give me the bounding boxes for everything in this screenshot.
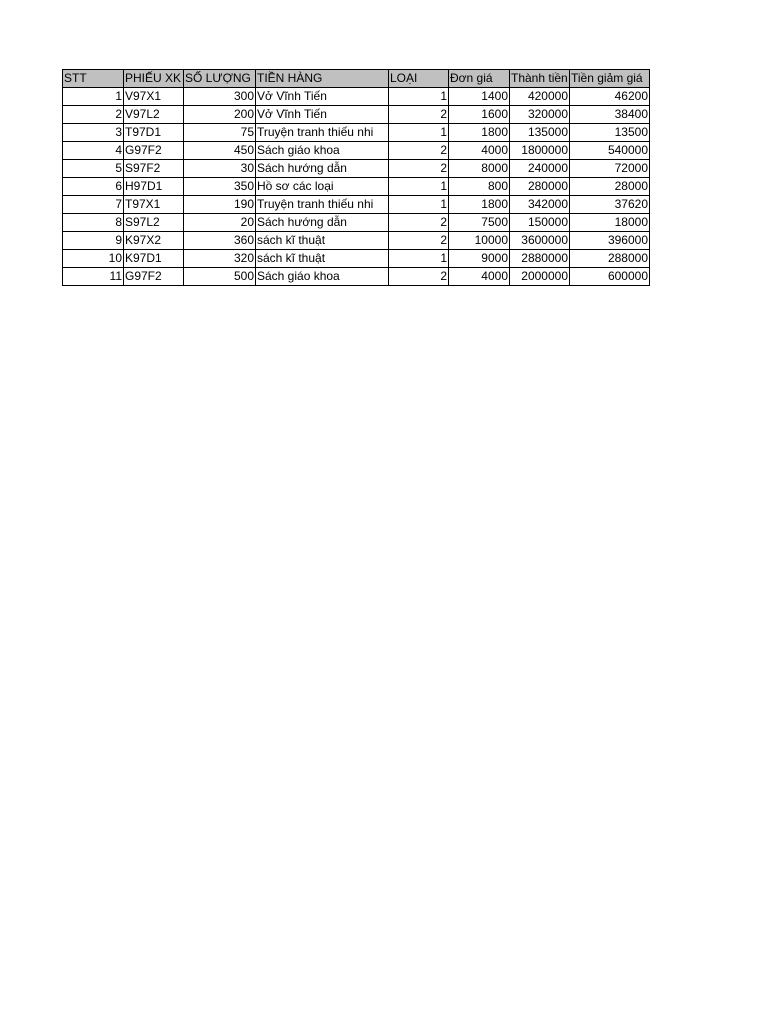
cell-thanh-tien[interactable]: 3600000 [510, 232, 570, 250]
cell-stt[interactable]: 2 [63, 106, 124, 124]
cell-loai[interactable]: 2 [389, 268, 449, 286]
cell-stt[interactable]: 8 [63, 214, 124, 232]
cell-stt[interactable]: 9 [63, 232, 124, 250]
cell-don-gia[interactable]: 1800 [449, 196, 510, 214]
table-row [63, 250, 650, 268]
cell-loai[interactable]: 1 [389, 88, 449, 106]
cell-tien-giam-gia[interactable]: 13500 [570, 124, 650, 142]
table-header [63, 70, 650, 88]
cell-so-luong[interactable]: 360 [184, 232, 256, 250]
cell-phieu-xk[interactable]: K97X2 [124, 232, 184, 250]
cell-don-gia[interactable]: 800 [449, 178, 510, 196]
cell-tien-hang[interactable]: Truyện tranh thiếu nhi [256, 196, 389, 214]
cell-tien-hang[interactable]: Vở Vĩnh Tiến [256, 106, 389, 124]
cell-tien-hang[interactable]: Sách hướng dẫn [256, 214, 389, 232]
cell-phieu-xk[interactable]: S97F2 [124, 160, 184, 178]
cell-phieu-xk[interactable]: K97D1 [124, 250, 184, 268]
cell-tien-hang[interactable]: sách kĩ thuật [256, 250, 389, 268]
cell-loai[interactable]: 1 [389, 178, 449, 196]
cell-stt[interactable]: 1 [63, 88, 124, 106]
cell-phieu-xk[interactable]: V97L2 [124, 106, 184, 124]
cell-loai[interactable]: 1 [389, 250, 449, 268]
table-row [63, 106, 650, 124]
cell-don-gia[interactable]: 1400 [449, 88, 510, 106]
cell-stt[interactable]: 3 [63, 124, 124, 142]
table-row [63, 124, 650, 142]
cell-tien-giam-gia[interactable]: 396000 [570, 232, 650, 250]
table-row [63, 88, 650, 106]
cell-don-gia[interactable]: 1600 [449, 106, 510, 124]
cell-phieu-xk[interactable]: S97L2 [124, 214, 184, 232]
table-row [63, 196, 650, 214]
cell-phieu-xk[interactable]: H97D1 [124, 178, 184, 196]
cell-tien-giam-gia[interactable]: 600000 [570, 268, 650, 286]
cell-don-gia[interactable]: 8000 [449, 160, 510, 178]
cell-tien-giam-gia[interactable]: 38400 [570, 106, 650, 124]
cell-tien-hang[interactable]: Hồ sơ các loại [256, 178, 389, 196]
cell-phieu-xk[interactable]: G97F2 [124, 268, 184, 286]
table-row [63, 214, 650, 232]
cell-stt[interactable]: 4 [63, 142, 124, 160]
cell-so-luong[interactable]: 320 [184, 250, 256, 268]
cell-tien-giam-gia[interactable]: 288000 [570, 250, 650, 268]
cell-don-gia[interactable]: 1800 [449, 124, 510, 142]
cell-don-gia[interactable]: 10000 [449, 232, 510, 250]
table-row [63, 160, 650, 178]
cell-don-gia[interactable]: 9000 [449, 250, 510, 268]
cell-phieu-xk[interactable]: T97X1 [124, 196, 184, 214]
cell-thanh-tien[interactable]: 2880000 [510, 250, 570, 268]
cell-tien-hang[interactable]: Sách hướng dẫn [256, 160, 389, 178]
cell-so-luong[interactable]: 500 [184, 268, 256, 286]
cell-loai[interactable]: 2 [389, 142, 449, 160]
cell-thanh-tien[interactable]: 1800000 [510, 142, 570, 160]
table-row [63, 178, 650, 196]
header-cell-don-gia[interactable]: Đơn giá [449, 70, 510, 88]
cell-stt[interactable]: 6 [63, 178, 124, 196]
cell-tien-giam-gia[interactable]: 46200 [570, 88, 650, 106]
cell-tien-giam-gia[interactable]: 18000 [570, 214, 650, 232]
table-row [63, 142, 650, 160]
header-cell-stt[interactable]: STT [63, 70, 124, 88]
spreadsheet [62, 69, 650, 286]
header-cell-tien-giam-gia[interactable]: Tiền giảm giá [570, 70, 650, 88]
cell-so-luong[interactable]: 200 [184, 106, 256, 124]
cell-tien-hang[interactable]: Vở Vĩnh Tiến [256, 88, 389, 106]
cell-thanh-tien[interactable]: 150000 [510, 214, 570, 232]
cell-tien-hang[interactable]: Sách giáo khoa [256, 142, 389, 160]
header-cell-tien-hang[interactable]: TIỀN HÀNG [256, 70, 389, 88]
cell-don-gia[interactable]: 4000 [449, 142, 510, 160]
cell-don-gia[interactable]: 4000 [449, 268, 510, 286]
header-row [63, 70, 650, 88]
cell-so-luong[interactable]: 450 [184, 142, 256, 160]
cell-tien-hang[interactable]: Truyện tranh thiếu nhi [256, 124, 389, 142]
table-row [63, 268, 650, 286]
cell-so-luong[interactable]: 350 [184, 178, 256, 196]
data-table [62, 69, 650, 286]
cell-loai[interactable]: 2 [389, 232, 449, 250]
cell-tien-giam-gia[interactable]: 28000 [570, 178, 650, 196]
cell-thanh-tien[interactable]: 135000 [510, 124, 570, 142]
cell-loai[interactable]: 2 [389, 160, 449, 178]
cell-tien-giam-gia[interactable]: 540000 [570, 142, 650, 160]
cell-tien-giam-gia[interactable]: 37620 [570, 196, 650, 214]
cell-phieu-xk[interactable]: T97D1 [124, 124, 184, 142]
cell-thanh-tien[interactable]: 420000 [510, 88, 570, 106]
cell-tien-hang[interactable]: Sách giáo khoa [256, 268, 389, 286]
cell-thanh-tien[interactable]: 240000 [510, 160, 570, 178]
cell-so-luong[interactable]: 75 [184, 124, 256, 142]
cell-thanh-tien[interactable]: 2000000 [510, 268, 570, 286]
cell-loai[interactable]: 2 [389, 106, 449, 124]
cell-so-luong[interactable]: 300 [184, 88, 256, 106]
cell-thanh-tien[interactable]: 280000 [510, 178, 570, 196]
cell-so-luong[interactable]: 20 [184, 214, 256, 232]
cell-loai[interactable]: 2 [389, 214, 449, 232]
cell-loai[interactable]: 1 [389, 124, 449, 142]
cell-phieu-xk[interactable]: V97X1 [124, 88, 184, 106]
cell-so-luong[interactable]: 190 [184, 196, 256, 214]
cell-stt[interactable]: 7 [63, 196, 124, 214]
cell-loai[interactable]: 1 [389, 196, 449, 214]
header-cell-loai[interactable]: LOẠI [389, 70, 449, 88]
table-body [63, 88, 650, 286]
cell-tien-hang[interactable]: sách kĩ thuật [256, 232, 389, 250]
table-row [63, 232, 650, 250]
cell-phieu-xk[interactable]: G97F2 [124, 142, 184, 160]
cell-stt[interactable]: 10 [63, 250, 124, 268]
header-cell-thanh-tien[interactable]: Thành tiền [510, 70, 570, 88]
cell-don-gia[interactable]: 7500 [449, 214, 510, 232]
header-cell-so-luong[interactable]: SỐ LƯỢNG [184, 70, 256, 88]
cell-thanh-tien[interactable]: 320000 [510, 106, 570, 124]
cell-stt[interactable]: 11 [63, 268, 124, 286]
header-cell-phieu-xk[interactable]: PHIẾU XK [124, 70, 184, 88]
cell-stt[interactable]: 5 [63, 160, 124, 178]
cell-tien-giam-gia[interactable]: 72000 [570, 160, 650, 178]
cell-thanh-tien[interactable]: 342000 [510, 196, 570, 214]
cell-so-luong[interactable]: 30 [184, 160, 256, 178]
